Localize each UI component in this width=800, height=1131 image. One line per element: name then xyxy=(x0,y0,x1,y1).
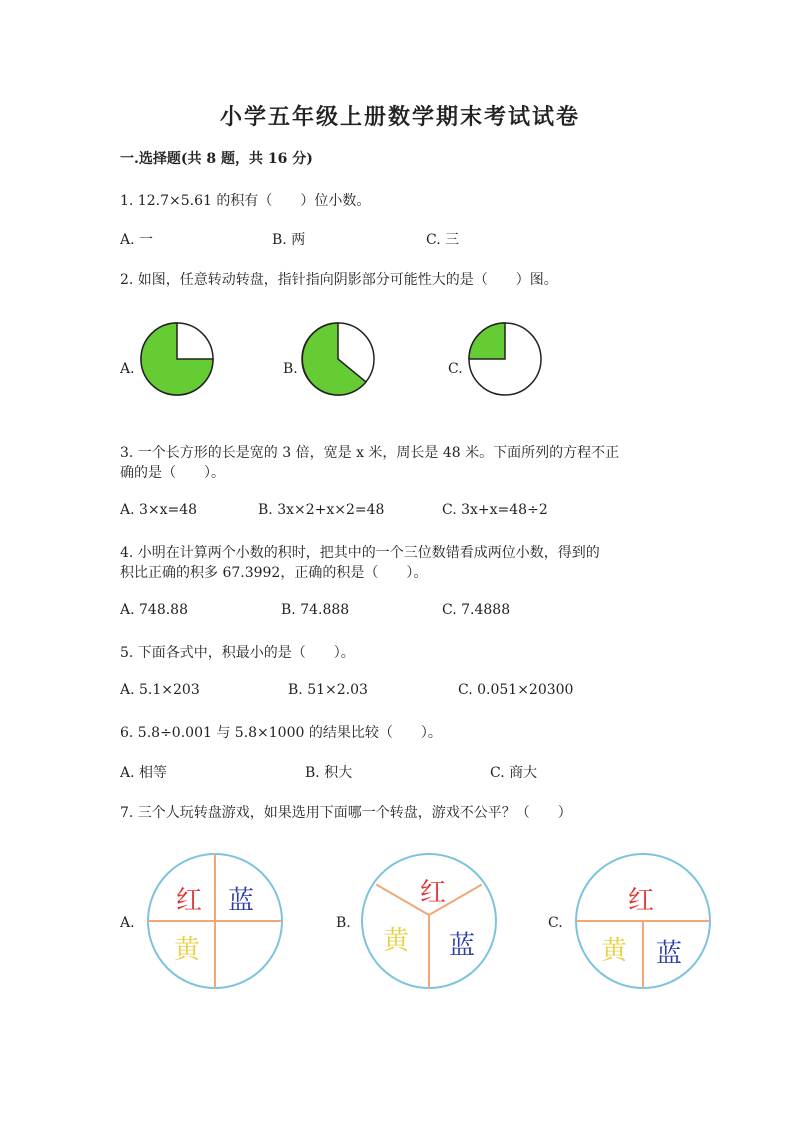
q3-option-a[interactable]: A. 3×x=48 xyxy=(120,502,198,518)
question-1: 1. 12.7×5.61 的积有（ ）位小数。 xyxy=(120,193,371,209)
spinner-c-red: 红 xyxy=(628,886,655,916)
q1-option-a[interactable]: A. 一 xyxy=(120,232,154,248)
q6-option-a[interactable]: A. 相等 xyxy=(120,765,168,781)
spinner-b-blue: 蓝 xyxy=(449,931,476,961)
q7-label-b[interactable]: B. xyxy=(336,915,351,931)
q4-option-a[interactable]: A. 748.88 xyxy=(120,602,188,618)
question-3-line-2: 确的是（ ）。 xyxy=(120,465,225,481)
section-heading: 一.选择题(共 8 题，共 16 分) xyxy=(120,151,313,167)
q2-label-c[interactable]: C. xyxy=(448,361,463,377)
question-5: 5. 下面各式中，积最小的是（ ）。 xyxy=(120,645,355,661)
q1-option-b[interactable]: B. 两 xyxy=(272,232,306,248)
spinner-a-blue: 蓝 xyxy=(228,886,255,916)
question-3-line-1: 3. 一个长方形的长是宽的 3 倍，宽是 x 米，周长是 48 米。下面所列的方程不正 xyxy=(120,445,620,461)
question-6: 6. 5.8÷0.001 与 5.8×1000 的结果比较（ ）。 xyxy=(120,725,442,741)
q6-option-b[interactable]: B. 积大 xyxy=(305,765,353,781)
q4-option-b[interactable]: B. 74.888 xyxy=(281,602,350,618)
spinner-b-yellow: 黄 xyxy=(383,926,410,956)
pie-chart-b xyxy=(302,323,374,395)
q3-option-c[interactable]: C. 3x+x=48÷2 xyxy=(442,502,548,518)
question-7: 7. 三个人玩转盘游戏，如果选用下面哪一个转盘，游戏不公平？（ ） xyxy=(120,805,572,821)
q2-label-a[interactable]: A. xyxy=(120,361,135,377)
q7-label-a[interactable]: A. xyxy=(120,915,135,931)
pie-chart-c xyxy=(469,323,541,395)
q2-label-b[interactable]: B. xyxy=(283,361,298,377)
spinner-a-red: 红 xyxy=(176,886,203,916)
pie-c-shaded xyxy=(469,323,505,359)
spinner-a-yellow: 黄 xyxy=(174,935,201,965)
pie-chart-a xyxy=(141,323,213,395)
q5-option-c[interactable]: C. 0.051×20300 xyxy=(458,682,574,698)
q4-option-c[interactable]: C. 7.4888 xyxy=(442,602,511,618)
spinner-b-red: 红 xyxy=(420,878,447,908)
q5-option-a[interactable]: A. 5.1×203 xyxy=(120,682,200,698)
page-title: 小学五年级上册数学期末考试试卷 xyxy=(219,104,580,130)
spinner-c-blue: 蓝 xyxy=(656,939,683,969)
q6-option-c[interactable]: C. 商大 xyxy=(490,765,538,781)
spinner-c-yellow: 黄 xyxy=(601,936,628,966)
q1-option-c[interactable]: C. 三 xyxy=(426,232,460,248)
q3-option-b[interactable]: B. 3x×2+x×2=48 xyxy=(258,502,385,518)
spinner-a xyxy=(148,854,282,988)
q7-label-c[interactable]: C. xyxy=(548,915,563,931)
spinner-c xyxy=(576,854,710,988)
question-4-line-1: 4. 小明在计算两个小数的积时，把其中的一个三位数错看成两位小数，得到的 xyxy=(120,545,600,561)
question-4-line-2: 积比正确的积多 67.3992，正确的积是（ ）。 xyxy=(120,565,428,581)
q5-option-b[interactable]: B. 51×2.03 xyxy=(288,682,368,698)
question-2: 2. 如图，任意转动转盘，指针指向阴影部分可能性大的是（ ）图。 xyxy=(120,272,558,288)
